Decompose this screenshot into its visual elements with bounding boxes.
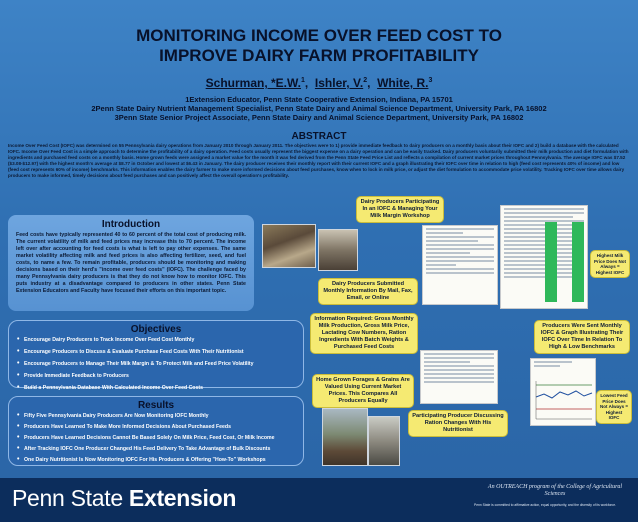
introduction-section [8,215,254,311]
author-1: Schurman, *E.W. [205,76,301,90]
callout-participating: Dairy Producers Participating In an IOFC & Managing Your Milk Margin Workshop [356,196,444,223]
callout-info-required: Information Required: Gross Monthly Milk Production, Gross Milk Price, Lactating Cow Numbers, Ration Ingredients With Batch Weights & Purchased Feed Costs [310,313,418,354]
nutritionist-photo-2 [368,416,400,466]
objectives-section [8,320,304,391]
abstract-heading: ABSTRACT [291,131,347,142]
list-item: • Provide Immediate Feedback to Producers [17,373,295,379]
list-item: • Encourage Producers to Manage Their Milk Margin & To Protect Milk and Feed Price Volatility [17,361,295,367]
results-section [8,396,304,466]
author-3-sup: 3 [428,77,433,84]
author-1-sup: 1 [301,77,305,84]
callout-sent-monthly: Producers Were Sent Monthly IOFC & Graph Illustrating Their IOFC Over Time In Relation To High & Low Benchmarks [534,320,630,354]
poster-title [0,26,638,66]
results-list [17,413,295,463]
callout-lowest-feed: Lowest Feed Price Does Not Always = Highest IOFC [596,390,632,424]
author-line: Schurman, *E.W.$^1$, Ishler, V.$^2$, White, R.$^3$ [205,76,433,90]
submission-form-image [422,225,498,305]
list-item: • Fifty Five Pennsylvania Dairy Producers Are Now Monitoring IOFC Monthly [17,413,295,419]
workshop-photo-1 [262,224,316,268]
objectives-heading: Objectives [130,324,182,335]
penn-state-extension-logo [12,485,236,512]
workshop-photo-2 [318,229,358,271]
affiliation-1: 1Extension Educator, Penn State Cooperative Extension, Indiana, PA 15701 [185,95,453,104]
author-3: White, R. [377,76,429,90]
ration-sheet-image [420,350,498,404]
objectives-list [17,337,295,391]
list-item: • Producers Have Learned Decisions Cannot Be Based Solely On Milk Price, Feed Cost, Or Milk Income [17,435,295,441]
highlight-column [572,222,584,302]
introduction-text: Feed costs have typically represented 40 to 60 percent of the total cost of producing milk. The current volatility of milk and feed prices may increase this to 70 percent. The income left over after accounting for feed costs is what is left to pay other expenses. The same market volatility affecting milk and feed prices is also affecting fertilizer, seed, and fuel costs, to name a few. To remain profitable, producers should be monitoring and making decisions based on their herd's "income over feed costs" (IOFC). The challenge faced by many Pennsylvania dairy producers is that they do not know how to monitor IOFC. This puts industry at a disadvantage compared to producers in other states. Penn State Extension Educators and Faculty have focused their efforts on this important topic. [16,232,246,294]
affiliation-3: 3Penn State Senior Project Associate, Penn State Dairy and Animal Science Department, University Park, PA 16802 [114,113,524,122]
list-item: • Encourage Producers to Discuss & Evaluate Purchase Feed Costs With Their Nutritionist [17,349,295,355]
list-item: • Encourage Dairy Producers to Track Income Over Feed Cost Monthly [17,337,295,343]
author-2-sup: 2 [363,77,368,84]
logo-bold-text: Extension [128,485,237,511]
list-item: • Producers Have Learned To Make More Informed Decisions About Purchased Feeds [17,424,295,430]
results-heading: Results [137,400,175,411]
list-item: • One Dairy Nutritionist Is Now Monitoring IOFC For His Producers & Offering "How-To" Workshops [17,457,295,463]
affiliation-2: 2Penn State Dairy Nutrient Management Specialist, Penn State Dairy and Animal Science Department, University Park, PA 16802 [91,104,547,113]
nutritionist-photo [322,408,368,466]
callout-highest-milk: Highest Milk Price Does Not Always = Highest IOFC [590,250,630,278]
monthly-report-image [530,358,596,426]
logo-light-text: Penn State [12,485,129,511]
callout-submitted: Dairy Producers Submitted Monthly Information By Mail, Fax, Email, or Online [318,278,418,305]
author-2: Ishler, V. [314,76,364,90]
iofc-graph-icon [532,379,596,423]
abstract-text: Income Over Feed Cost (IOFC) was determined on 55 Pennsylvania dairy operations from January 2010 through January 2011. The objectives were to 1) provide immediate feedback to dairy producers on a monthly basis about their IOFC and 2) build a database with the calculated IOFC. Income Over Feed Cost is a simple approach to determine the profitability of a dairy operation. Feed costs usually represent the biggest expense on a dairy operation and can be easily tracked. Dairy producers voluntarily submitted their milk production and diet formulation with ingredients and purchased feed costs on a monthly basis. Home grown feeds were assigned a market value for the month it was fed derived from the Penn State Feed Price List and reflects a compilation of current market prices throughout Pennsylvania. The average IOFC was $7.52 ($3.08-$12.97) with the highest month's average at $8.77 in October and lowest at $6.43 in January. The dairy producer receives their monthly report with their current IOFC and a graph illustrating their IOFC over time in relation to high (feed cost represents 40% of income) and low (feed cost represents 60% of income) benchmarks. This information enables the dairy farmer to make more informed decisions about feed purchases, know when to lock in milk price, or adjust the diet formulation to accommodate price volatility. Tracking IOFC over time allows dairy producers to make informed, timely decisions about feed purchases and can positively affect the overall operation's profitability. [8,143,629,179]
highlight-column [545,222,557,302]
callout-nutritionist: Participating Producer Discussing Ration Changes With His Nutritionist [408,410,508,437]
poster-title-text: MONITORING INCOME OVER FEED COST TO IMPROVE DAIRY FARM PROFITABILITY [136,26,502,65]
list-item: • Build a Pennsylvania Database With Calculated Income Over Feed Costs [17,385,295,391]
callout-home-grown: Home Grown Forages & Grains Are Valued Using Current Market Prices. This Compares All Producers Equally [312,374,414,408]
list-item: • After Tracking IOFC One Producer Changed His Feed Delivery To Take Advantage of Bulk Discounts [17,446,295,452]
introduction-heading: Introduction [101,219,161,230]
equal-opportunity-note: Penn State is committed to affirmative action, equal opportunity, and the diversity of its workforce. [474,503,616,507]
outreach-note: An OUTREACH program of the College of Agricultural Sciences [487,484,623,497]
